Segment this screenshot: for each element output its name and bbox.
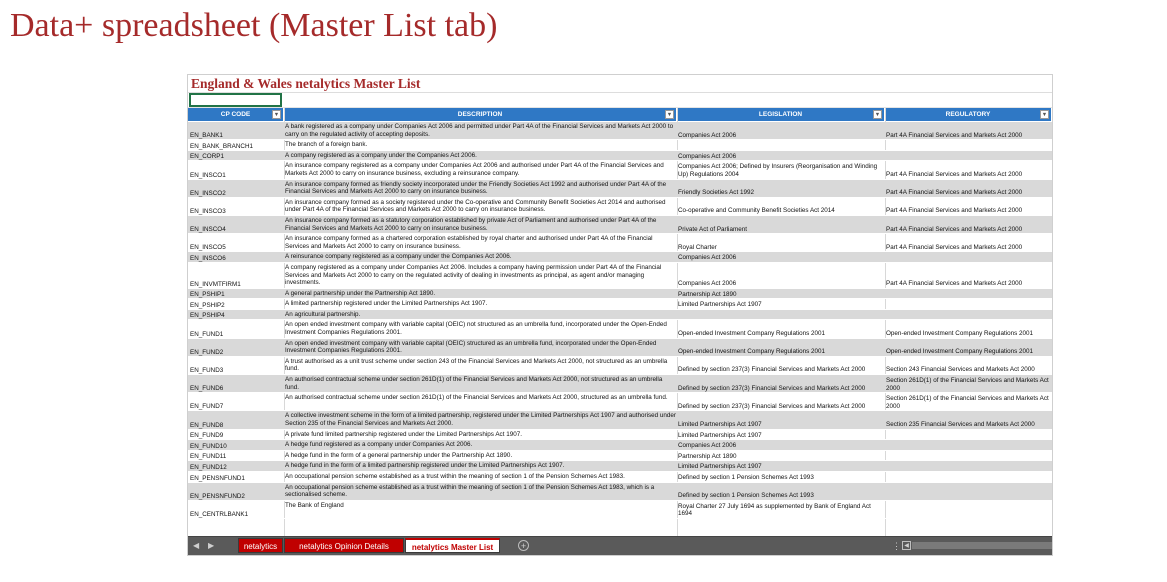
cell-legislation[interactable] [677, 263, 885, 288]
cell-legislation-text: Partnership Act 1890 [678, 290, 737, 298]
cell-legislation-text: Royal Charter 27 July 1694 as supplemented by Bank of England Act 1694 [678, 502, 871, 518]
cell-description[interactable] [284, 430, 677, 440]
table-row [188, 357, 1052, 375]
table-row [188, 339, 1052, 357]
cell-description-text: An insurance company formed as a chartered corporation established by royal charter and authorised under Part 4A of the Financial Services and Markets Act 2000 to carry on insurance business. [285, 235, 653, 250]
cell-legislation[interactable] [677, 151, 885, 161]
cell-regulatory-text: Part 4A Financial Services and Markets Act 2000 [886, 170, 1023, 178]
cell-cp-code[interactable] [188, 140, 284, 150]
cell-description[interactable] [284, 151, 677, 161]
table-row [188, 289, 1052, 300]
cell-description-text: An insurance company registered as a company under Companies Act 2006 and authorised under Part 4A of the Financial Services and Markets Act 2000 to carry on insurance business, excluding a reinsurance company. [285, 162, 664, 177]
cell-regulatory[interactable] [885, 151, 1052, 161]
cell-description-text: An insurance company formed as a society registered under the Co-operative and Community Benefit Societies Act 2014 and authorised under Part 4A of the Financial Services and Markets Act 2000 to carry on insurance business. [285, 198, 666, 214]
table-row [188, 252, 1052, 263]
scroll-left-icon[interactable]: ◀ [902, 541, 911, 550]
cell-regulatory-text: Part 4A Financial Services and Markets Act 2000 [886, 243, 1023, 251]
cell-regulatory[interactable] [885, 430, 1052, 440]
cell-legislation-text: Companies Act 2006 [678, 442, 737, 450]
cell-cp-code[interactable] [188, 375, 284, 392]
cell-regulatory-text: Section 261D(1) of the Financial Services and Markets Act 2000 [886, 377, 1049, 392]
cell-legislation[interactable] [677, 122, 885, 139]
cell-cp-code-text: EN_CENTRLBANK1 [190, 510, 249, 518]
table-row [188, 140, 1052, 151]
cell-legislation[interactable] [677, 501, 885, 518]
cell-description-text: An insurance company formed as a statutory corporation established by private Act of Parliament and authorised under Part 4A of the Financial Services and Markets Act 2000 to carry on insurance business. [285, 216, 657, 232]
cell-legislation-text: Co-operative and Community Benefit Societies Act 2014 [678, 207, 835, 215]
more-options-icon[interactable]: ⋮ [892, 541, 901, 551]
cell-description[interactable] [284, 180, 677, 197]
tab-netalytics-master-list[interactable]: netalytics Master List [405, 538, 500, 553]
cell-legislation-text: Defined by section 237(3) Financial Services and Markets Act 2000 [678, 402, 866, 410]
cell-legislation[interactable] [677, 289, 885, 299]
cell-cp-code-text: EN_FUND3 [190, 367, 224, 375]
divider [188, 92, 1052, 93]
column-header-cp-code[interactable] [188, 108, 284, 121]
cell-description[interactable] [284, 451, 677, 461]
sheet-title: England & Wales netalytics Master List [191, 76, 421, 91]
table-row [188, 393, 1052, 411]
cell-legislation[interactable] [677, 140, 885, 150]
cell-regulatory[interactable] [885, 501, 1052, 518]
table-row [188, 375, 1052, 393]
filter-dropdown-icon[interactable]: ▼ [874, 112, 881, 118]
cell-regulatory[interactable] [885, 140, 1052, 150]
cell-cp-code[interactable] [188, 357, 284, 374]
table-row [188, 151, 1052, 162]
filter-dropdown-icon[interactable]: ▼ [1041, 112, 1048, 118]
cell-cp-code[interactable] [188, 252, 284, 262]
cell-description-text: An occupational pension scheme established as a trust within the meaning of section 1 of the Pension Schemes Act 1983, which is a sectionalised scheme. [285, 483, 655, 499]
cell-regulatory-text: Part 4A Financial Services and Markets Act 2000 [886, 207, 1023, 215]
cell-description-text: A reinsurance company registered as a company under the Companies Act 2006. [285, 253, 512, 261]
cell-cp-code-text: EN_INSCO5 [190, 244, 226, 252]
cell-legislation[interactable] [677, 393, 885, 410]
cell-regulatory-text: Part 4A Financial Services and Markets Act 2000 [886, 280, 1023, 288]
cell-regulatory-text: Section 235 Financial Services and Markets Act 2000 [886, 421, 1035, 429]
cell-description-text: A company registered as a company under the Companies Act 2006. [285, 151, 477, 159]
cell-cp-code[interactable] [188, 501, 284, 518]
cell-regulatory[interactable] [885, 320, 1052, 337]
cell-legislation[interactable] [677, 483, 885, 500]
cell-cp-code[interactable] [188, 310, 284, 320]
cell-cp-code[interactable] [188, 216, 284, 233]
cell-cp-code[interactable] [188, 451, 284, 461]
cell-legislation[interactable] [677, 440, 885, 450]
cell-regulatory[interactable] [885, 180, 1052, 197]
cell-legislation[interactable] [677, 198, 885, 215]
cell-description-text: An insurance company formed as friendly society incorporated under the Friendly Societies Act 1992 and authorised under Part 4A of the Financial Services and Markets Act 2000 to carry on insurance business. [285, 180, 667, 196]
cell-description[interactable] [284, 440, 677, 450]
cell-cp-code-text: EN_FUND11 [190, 453, 227, 461]
cell-description[interactable] [284, 310, 677, 320]
cell-legislation-text: Open-ended Investment Company Regulations 2001 [678, 330, 826, 338]
table-row [188, 461, 1052, 472]
prev-sheet-icon[interactable]: ◀ [193, 541, 200, 550]
cell-regulatory-text: Section 261D(1) of the Financial Services and Markets Act 2000 [886, 395, 1049, 410]
cell-description[interactable] [284, 198, 677, 215]
cell-cp-code-text: EN_INSCO4 [190, 226, 226, 234]
cell-regulatory[interactable] [885, 440, 1052, 450]
column-header-label: REGULATORY [945, 111, 991, 118]
cell-cp-code-text: EN_FUND2 [190, 348, 224, 356]
cell-legislation[interactable] [677, 461, 885, 471]
table-row [188, 320, 1052, 338]
cell-regulatory[interactable] [885, 263, 1052, 288]
cell-cp-code-text: EN_FUND7 [190, 403, 224, 411]
cell-description-text: A hedge fund in the form of a general partnership under the Partnership Act 1890. [285, 451, 513, 459]
table-row [188, 411, 1052, 429]
cell-legislation-text: Companies Act 2006 [678, 152, 737, 160]
cell-description-text: A bank registered as a company under Companies Act 2006 and permitted under Part 4A of the Financial Services and Markets Act 2000 to carry on the regulated activity of accepting deposits. [285, 123, 674, 138]
cell-legislation[interactable] [677, 430, 885, 440]
cell-regulatory[interactable] [885, 198, 1052, 215]
column-header-label: DESCRIPTION [457, 111, 503, 118]
cell-regulatory[interactable] [885, 339, 1052, 356]
cell-description[interactable] [284, 411, 677, 428]
cell-cp-code-text: EN_PENSNFUND2 [190, 492, 245, 500]
cell-regulatory[interactable] [885, 451, 1052, 461]
cell-description[interactable] [284, 357, 677, 374]
cell-cp-code[interactable] [188, 234, 284, 251]
cell-legislation-text: Defined by section 1 Pension Schemes Act 1993 [678, 473, 814, 481]
cell-description-text: A collective investment scheme in the form of a limited partnership, registered under the Limited Partnerships Act 1907 and authorised under Section 235 of the Financial Services and Markets Act 2000. [285, 412, 676, 428]
cell-cp-code[interactable] [188, 122, 284, 139]
cell-regulatory[interactable] [885, 375, 1052, 392]
cell-cp-code-text: EN_FUND6 [190, 385, 224, 393]
cell-cp-code-text: EN_PENSNFUND1 [190, 474, 245, 482]
cell-legislation[interactable] [677, 310, 885, 320]
sheet-tab-bar [188, 536, 1052, 555]
table-body [188, 122, 1052, 519]
cell-cp-code[interactable] [188, 472, 284, 482]
cell-cp-code[interactable] [188, 411, 284, 428]
cell-legislation-text: Partnership Act 1890 [678, 452, 737, 460]
table-row [188, 451, 1052, 462]
table-row [188, 263, 1052, 289]
cell-regulatory-text: Part 4A Financial Services and Markets Act 2000 [886, 225, 1023, 233]
cell-legislation-text: Private Act of Parliament [678, 225, 747, 233]
table-row [188, 472, 1052, 483]
cell-legislation[interactable] [677, 357, 885, 374]
cell-cp-code[interactable] [188, 440, 284, 450]
cell-description-text: A limited partnership registered under the Limited Partnerships Act 1907. [285, 300, 488, 308]
filter-dropdown-icon[interactable]: ▼ [273, 112, 280, 118]
cell-cp-code[interactable] [188, 299, 284, 309]
cell-regulatory[interactable] [885, 357, 1052, 374]
column-header-label: LEGISLATION [758, 111, 803, 118]
cell-legislation-text: Friendly Societies Act 1992 [678, 189, 754, 197]
cell-description[interactable] [284, 263, 677, 288]
table-row [188, 216, 1052, 234]
horizontal-scrollbar[interactable] [912, 542, 1052, 549]
tab-netalytics-opinion-details[interactable]: netalytics Opinion Details [284, 538, 404, 553]
cell-description-text: A hedge fund registered as a company under Companies Act 2006. [285, 441, 473, 449]
cell-regulatory[interactable] [885, 472, 1052, 482]
cell-cp-code[interactable] [188, 180, 284, 197]
cell-legislation[interactable] [677, 339, 885, 356]
cell-description-text: An authorised contractual scheme under section 261D(1) of the Financial Services and Markets Act 2000, not structured as an umbrella fund. [285, 376, 663, 391]
cell-regulatory[interactable] [885, 216, 1052, 233]
cell-regulatory[interactable] [885, 483, 1052, 500]
cell-description-text: An open ended investment company with variable capital (OEIC) not structured as an umbrella fund, incorporated under the Open-Ended Investment Companies Regulations 2001. [285, 321, 667, 337]
cell-cp-code-text: EN_PSHIP1 [190, 291, 225, 299]
cell-regulatory[interactable] [885, 461, 1052, 471]
cell-cp-code[interactable] [188, 339, 284, 356]
cell-description[interactable] [284, 501, 677, 518]
cell-legislation-text: Limited Partnerships Act 1907 [678, 301, 762, 309]
cell-legislation[interactable] [677, 180, 885, 197]
cell-description[interactable] [284, 461, 677, 471]
slide-title: Data+ spreadsheet (Master List tab) [10, 7, 498, 44]
cell-legislation-text: Defined by section 237(3) Financial Services and Markets Act 2000 [678, 384, 866, 392]
table-row [188, 501, 1052, 519]
cell-regulatory[interactable] [885, 122, 1052, 139]
cell-description-text: An occupational pension scheme established as a trust within the meaning of section 1 of the Pension Schemes Act 1983. [285, 472, 625, 480]
cell-cp-code-text: EN_BANK1 [190, 132, 223, 140]
cell-description-text: A private fund limited partnership registered under the Limited Partnerships Act 1907. [285, 430, 522, 438]
cell-cp-code-text: EN_FUND9 [190, 432, 224, 440]
cell-cp-code-text: EN_INSCO1 [190, 171, 226, 179]
column-header-row [188, 108, 1052, 121]
cell-cp-code[interactable] [188, 483, 284, 500]
cell-regulatory-text: Open-ended Investment Company Regulations 2001 [886, 348, 1034, 356]
cell-legislation-text: Limited Partnerships Act 1907 [678, 421, 762, 429]
cell-legislation[interactable] [677, 234, 885, 251]
cell-legislation-text: Royal Charter [678, 243, 717, 251]
cell-description-text: A general partnership under the Partnership Act 1890. [285, 289, 436, 297]
cell-cp-code-text: EN_FUND8 [190, 421, 224, 429]
cell-cp-code[interactable] [188, 161, 284, 178]
cell-description[interactable] [284, 252, 677, 262]
cell-regulatory[interactable] [885, 234, 1052, 251]
cell-legislation-text: Open-ended Investment Company Regulations 2001 [678, 348, 826, 356]
table-row [188, 310, 1052, 321]
filter-dropdown-icon[interactable]: ▼ [666, 112, 673, 118]
table-row [188, 430, 1052, 441]
cell-cp-code-text: EN_FUND12 [190, 463, 227, 471]
cell-legislation-text: Limited Partnerships Act 1907 [678, 431, 762, 439]
cell-regulatory-text: Part 4A Financial Services and Markets Act 2000 [886, 189, 1023, 197]
cell-cp-code[interactable] [188, 289, 284, 299]
cell-description[interactable] [284, 299, 677, 309]
cell-legislation[interactable] [677, 216, 885, 233]
cell-description[interactable] [284, 472, 677, 482]
cell-cp-code-text: EN_INSCO3 [190, 207, 226, 215]
cell-description[interactable] [284, 483, 677, 500]
cell-cp-code[interactable] [188, 393, 284, 410]
table-row [188, 483, 1052, 501]
cell-cp-code[interactable] [188, 430, 284, 440]
cell-description-text: A company registered as a company under Companies Act 2006. Includes a company having permission under Part 4A of the Financial Services and Markets Act 2000 to carry on the regulated activity of dealing in investments as principal, as agent and/or managing investments. [285, 263, 662, 287]
table-row [188, 299, 1052, 310]
spreadsheet [187, 74, 1053, 556]
cell-description[interactable] [284, 375, 677, 392]
cell-cp-code-text: EN_INSCO2 [190, 189, 226, 197]
cell-description-text: An authorised contractual scheme under section 261D(1) of the Financial Services and Markets Act 2000, structured as an umbrella fund. [285, 394, 668, 402]
cell-legislation[interactable] [677, 252, 885, 262]
cell-legislation[interactable] [677, 472, 885, 482]
cell-cp-code-text: EN_PSHIP4 [190, 312, 225, 320]
cell-cp-code-text: EN_PSHIP2 [190, 301, 225, 309]
table-row [188, 122, 1052, 140]
add-sheet-icon[interactable]: + [518, 540, 529, 551]
cell-legislation-text: Limited Partnerships Act 1907 [678, 463, 762, 471]
cell-regulatory-text: Open-ended Investment Company Regulations 2001 [886, 330, 1034, 338]
cell-description[interactable] [284, 289, 677, 299]
cell-cp-code[interactable] [188, 320, 284, 337]
cell-cp-code-text: EN_CORP1 [190, 153, 224, 161]
cell-description-text: The Bank of England [285, 501, 344, 509]
cell-description-text: A hedge fund in the form of a limited partnership registered under the Limited Partnerships Act 1907. [285, 462, 565, 470]
cell-cp-code[interactable] [188, 263, 284, 288]
cell-legislation-text: Defined by section 237(3) Financial Services and Markets Act 2000 [678, 366, 866, 374]
cell-cp-code-text: EN_BANK_BRANCH1 [190, 142, 253, 150]
table-row [188, 440, 1052, 451]
cell-cp-code-text: EN_INSCO6 [190, 254, 226, 262]
cell-description-text: An open ended investment company with variable capital (OEIC) structured as an umbrella fund, incorporated under the Open-Ended Investment Companies Regulations 2001. [285, 339, 657, 355]
table-row [188, 161, 1052, 179]
cell-regulatory-text: Part 4A Financial Services and Markets Act 2000 [886, 131, 1023, 139]
cell-description[interactable] [284, 393, 677, 410]
cell-cp-code[interactable] [188, 198, 284, 215]
cell-description[interactable] [284, 234, 677, 251]
cell-legislation[interactable] [677, 375, 885, 392]
cell-regulatory[interactable] [885, 161, 1052, 178]
cell-cp-code[interactable] [188, 461, 284, 471]
cell-description[interactable] [284, 140, 677, 150]
next-sheet-icon[interactable]: ▶ [208, 541, 215, 550]
cell-legislation[interactable] [677, 299, 885, 309]
cell-cp-code-text: EN_INVMTFIRM1 [190, 280, 241, 288]
active-cell[interactable] [189, 93, 282, 107]
table-row [188, 180, 1052, 198]
cell-legislation-text: Companies Act 2006 [678, 131, 737, 139]
column-header-label: CP CODE [220, 111, 251, 118]
cell-description[interactable] [284, 320, 677, 337]
cell-description[interactable] [284, 122, 677, 139]
cell-regulatory[interactable] [885, 393, 1052, 410]
cell-legislation[interactable] [677, 161, 885, 178]
cell-description-text: The branch of a foreign bank. [285, 141, 368, 149]
cell-description[interactable] [284, 216, 677, 233]
cell-legislation-text: Companies Act 2006 [678, 280, 737, 288]
cell-regulatory[interactable] [885, 252, 1052, 262]
tab-netalytics[interactable]: netalytics [238, 538, 283, 553]
cell-regulatory[interactable] [885, 411, 1052, 428]
cell-regulatory[interactable] [885, 289, 1052, 299]
cell-legislation-text: Companies Act 2006 [678, 254, 737, 262]
cell-cp-code-text: EN_FUND10 [190, 442, 227, 450]
cell-legislation[interactable] [677, 411, 885, 428]
column-header-regulatory[interactable] [885, 108, 1052, 121]
cell-legislation[interactable] [677, 451, 885, 461]
cell-legislation[interactable] [677, 320, 885, 337]
cell-description-text: A trust authorised as a unit trust scheme under section 243 of the Financial Services and Markets Act 2000, not structured as an umbrella fund. [285, 357, 668, 373]
cell-legislation-text: Companies Act 2006; Defined by Insurers (Reorganisation and Winding Up) Regulations 2004 [678, 163, 878, 178]
cell-regulatory[interactable] [885, 310, 1052, 320]
column-header-legislation[interactable] [677, 108, 885, 121]
cell-cp-code[interactable] [188, 151, 284, 161]
cell-description[interactable] [284, 161, 677, 178]
cell-description-text: An agricultural partnership. [285, 310, 361, 318]
column-header-description[interactable] [284, 108, 677, 121]
cell-legislation-text: Defined by section 1 Pension Schemes Act 1993 [678, 492, 814, 500]
cell-cp-code-text: EN_FUND1 [190, 330, 224, 338]
cell-regulatory[interactable] [885, 299, 1052, 309]
table-row [188, 234, 1052, 252]
table-row [188, 198, 1052, 216]
cell-regulatory-text: Section 243 Financial Services and Markets Act 2000 [886, 366, 1035, 374]
cell-description[interactable] [284, 339, 677, 356]
